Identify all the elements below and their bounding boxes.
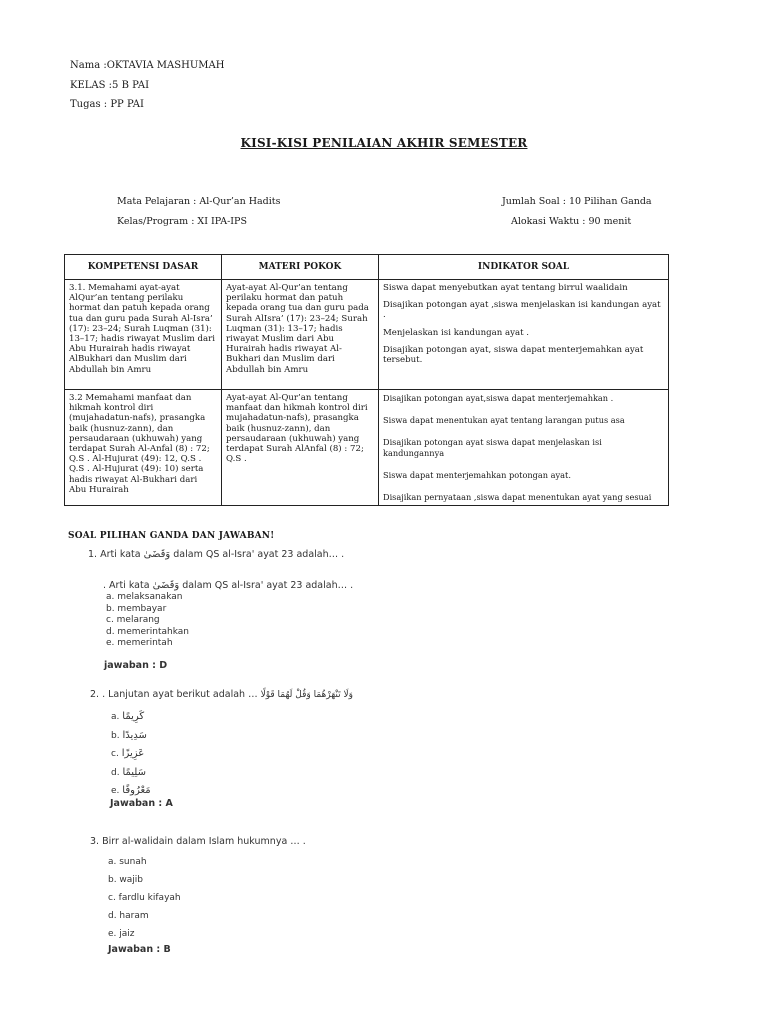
table-header-row [65,255,669,280]
indikator-cell [379,280,669,390]
indikator-item: Disajikan potongan ayat,siswa dapat menterjemahkan . [383,393,614,403]
class-program: Kelas/Program : XI IPA-IPS [117,216,247,227]
indikator-cell [379,390,669,506]
col-header-materi: MATERI POKOK [222,255,379,280]
kisi-kisi-table [64,254,669,506]
indikator-item: Disajikan potongan ayat siswa dapat menjelaskan isi kandungannya [383,437,602,458]
time-allocation: Alokasi Waktu : 90 menit [511,216,632,227]
option-c: c. عَزِيزًا [111,748,145,760]
option-a: a. sunah [108,857,147,867]
question-1: 1. Arti kata وَقَضَىٰ dalam QS al-Isra' ayat 23 adalah… . [88,549,345,560]
indikator-item: Disajikan pernyataan ,siswa dapat menentukan ayat yang sesuai [383,492,652,503]
question-3: 3. Birr al-walidain dalam Islam hukumnya … . [90,836,306,847]
subject: Mata Pelajaran : Al-Qur’an Hadits [117,196,281,207]
indikator-item: Siswa dapat menterjemahkan potongan ayat. [383,469,571,480]
student-class: KELAS :5 B PAI [70,80,150,91]
answer-2: Jawaban : A [110,798,173,809]
arabic-word: وَقَضَىٰ [143,549,171,560]
option-c: c. melarang [106,615,160,625]
question-2: 2. . Lanjutan ayat berikut adalah … وَلَا تَنْهَرْهُمَا وَقُلْ لَهُمَا قَوْلًا [90,689,353,700]
answer-1: jawaban : D [104,660,168,671]
option-c: c. fardlu kifayah [108,893,181,903]
option-a: a. كَرِيمًا [111,711,145,722]
table-row [65,280,669,390]
materi-cell: Ayat-ayat Al-Qur’an tentang manfaat dan hikmah kontrol diri mujahadatun-nafs), prasangka baik (husnuz-zann), dan persaudaraan (ukhuwah) yang terdapat Surah AlAnfal (8) : 72; Q.S . [222,390,379,506]
indikator-item: Siswa dapat menyebutkan ayat tentang birrul waalidain [383,283,628,293]
question-1-repeat: . Arti kata وَقَضَىٰ dalam QS al-Isra' ayat 23 adalah… . [103,580,354,591]
option-d: d. memerintahkan [106,626,189,637]
arabic-verse: وَلَا تَنْهَرْهُمَا وَقُلْ لَهُمَا قَوْلًا [260,690,353,700]
option-a: a. melaksanakan [106,592,183,602]
question-count: Jumlah Soal : 10 Pilihan Ganda [502,196,652,207]
option-b: b. membayar [106,603,167,614]
kd-cell: 3.2 Memahami manfaat dan hikmah kontrol diri (mujahadatun-nafs), prasangka baik (husnuz-zann), dan persaudaraan (ukhuwah) yang terdapat Surah Al-Anfal (8) : 72; Q.S . Al-Hujurat (49): 12, Q.S . Q.S . Al-Hujurat (49): 10) serta hadis riwayat Al-Bukhari dari Abu Hurairah [65,390,222,506]
answer-3: Jawaban : B [108,944,171,955]
option-e: e. memerintah [106,638,173,648]
question-3-options [108,853,181,943]
option-b: b. سَدِيدًا [111,729,147,741]
materi-cell: Ayat-ayat Al-Qur’an tentang perilaku hormat dan patuh kepada orang tua dan guru pada Surah AlIsra’ (17): 23–24; Surah Luqman (31): 13–17; hadis riwayat Muslim dari Abu Hurairah hadis riwayat Al-Bukhari dan Muslim dari Abdullah bin Amru [222,280,379,390]
option-d: d. سَلِيمًا [111,766,146,778]
indikator-item: Menjelaskan isi kandungan ayat . [383,327,530,338]
option-d: d. haram [108,911,149,921]
assignment: Tugas : PP PAI [70,99,144,110]
arabic-word: وَقَضَىٰ [152,580,180,591]
question-1-options [106,592,189,650]
option-e: e. jaiz [108,929,135,939]
kd-cell: 3.1. Memahami ayat-ayat AlQur’an tentang perilaku hormat dan patuh kepada orang tua dan guru pada Surah Al-Isra’ (17): 23–24; Surah Luqman (31): 13–17; hadis riwayat Muslim dari Abu Hurairah hadis riwayat AlBukhari dan Muslim dari Abdullah bin Amru [65,280,222,390]
option-e: e. مَعْرُوفًا [111,785,151,797]
table-row [65,390,669,506]
indikator-item: Disajikan potongan ayat ,siswa menjelaskan isi kandungan ayat . [383,300,661,321]
option-b: b. wajib [108,875,144,885]
indikator-item: Siswa dapat menentukan ayat tentang larangan putus asa [383,415,625,426]
soal-heading: SOAL PILIHAN GANDA DAN JAWABAN! [68,531,275,541]
col-header-kd: KOMPETENSI DASAR [65,255,222,280]
question-2-options [111,708,151,801]
student-name: Nama :OKTAVIA MASHUMAH [70,60,225,71]
indikator-item: Disajikan potongan ayat, siswa dapat menterjemahkan ayat tersebut. [383,344,644,366]
col-header-indikator: INDIKATOR SOAL [379,255,669,280]
page-title: KISI-KISI PENILAIAN AKHIR SEMESTER [240,136,528,150]
